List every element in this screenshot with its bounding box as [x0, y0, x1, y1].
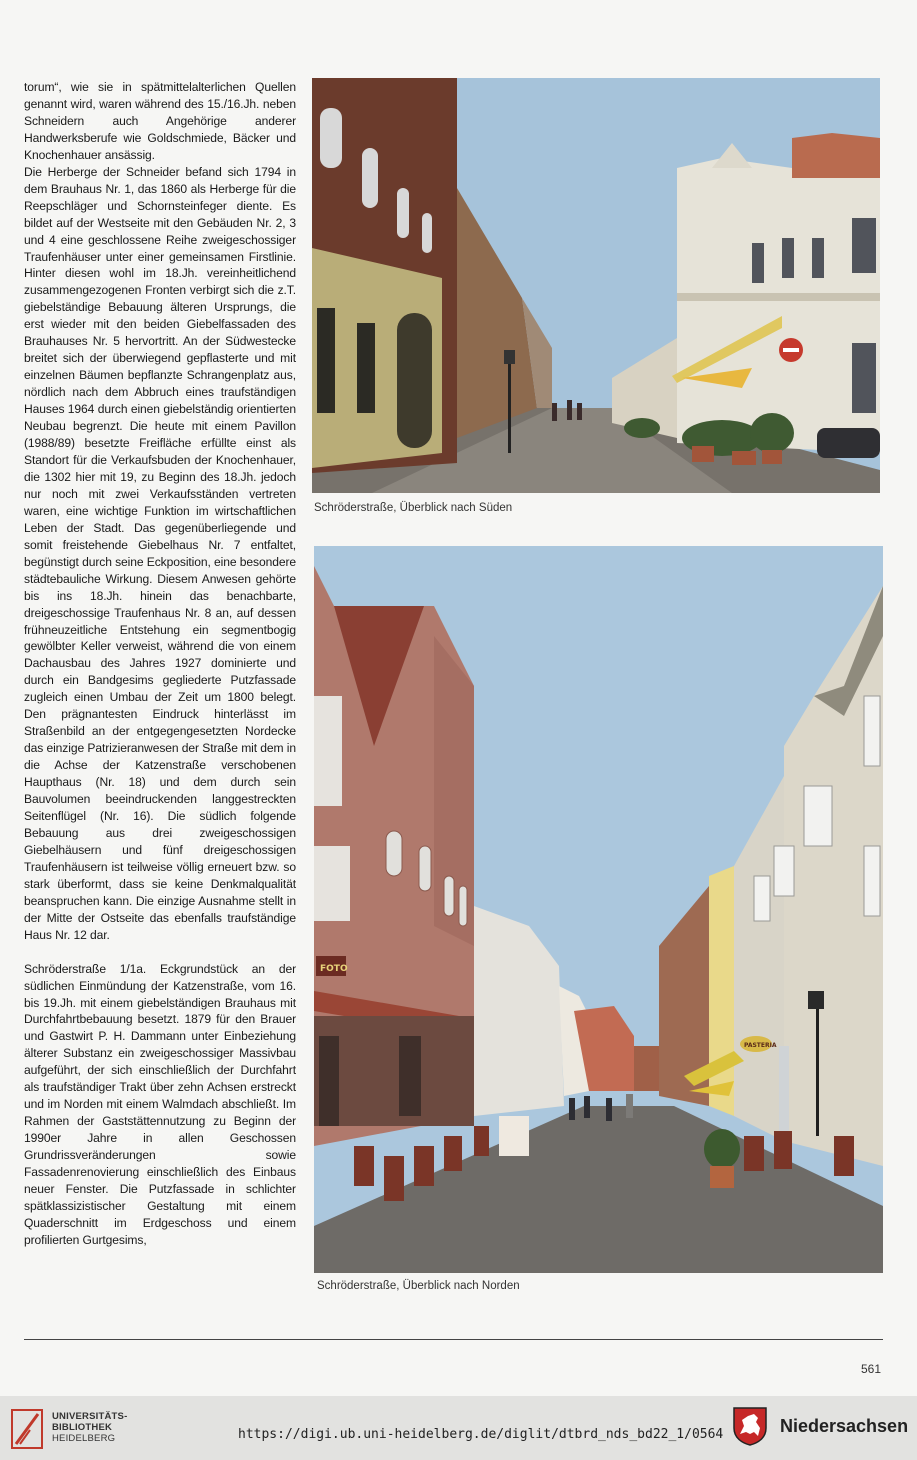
street-photo-north-illustration — [314, 546, 883, 1273]
paragraph-2: Die Herberge der Schneider befand sich 1794 in dem Brauhaus Nr. 1, das 1860 als Herberge für die Reepschläger und Schornsteinfeger diente. Es bildet auf der Westseite mit den Gebäuden Nr. 2, 3 und 4 eine geschlossene Reihe zweigeschossiger Traufenhäuser unter einer gemeinsamen Firstlinie. Hinter diesen wohl im 18.Jh. vereinheitlichend zusammengezogenen Fronten verbirgt sich die z.T. giebelständige Bebauung älteren Ursprungs, die erst wieder mit den beiden Giebelfassaden des Brauhauses Nr. 5 hervortritt. An der Südwestecke breitet sich der überwiegend gepflasterte und mit einzelnen Bäumen bepflanzte Schrangenplatz aus, nördlich nach dem Abbruch eines traufständigen Hauses 1964 durch einen giebelständig orientierten Neubau begrenzt. Die heute mit einem Pavillon (1988/89) besetzte Freifläche erfüllte einst als Standort für die Verkaufsbuden der Knochenhauer, die 1302 hier mit 19, zu Beginn des 18.Jh. jedoch nur noch mit zwei Verkaufsständen vertreten waren, eine wichtige Funktion im wirtschaftlichen Leben der Stadt. Das gegenüberliegende und somit freistehende Giebelhaus Nr. 7 entfaltet, begünstigt durch seine Eckposition, eine besondere städtebauliche Wirkung. Diesem Anwesen gehörte bis ins 18.Jh. hinein das benachbarte, dreigeschossige Traufenhaus Nr. 8 an, auf dessen frühneuzeitliche Entstehung ein segmentbogig gewölbter Keller verweist, während die von einem Dachausbau des Jahres 1927 dominierte und durch ein Bandgesims gegliederte Putzfassade zugleich einen Umbau der Zeit um 1800 belegt. Den prägnantesten Eindruck hinterlässt im Straßenbild an der entgegengesetzten Nordecke das einzige Patrizieranwesen der Straße mit dem in die Achse der Katzenstraße verschobenen Haupthaus (Nr. 18) und dem durch sein Bauvolumen beeindruckenden langgestreckten Seitenflügel (Nr. 16). Die südlich folgende Bebauung aus drei zweigeschossigen Giebelhäusern und fünf dreigeschossigen Traufenhäusern ist teilweise völlig erneuert bzw. so stark überformt, dass sie keine Denkmalqualität beanspruchen kann. Die einzige Ausnahme stellt in der Mitte der Ostseite das ebenfalls traufständige Haus Nr. 12 dar. — [24, 164, 296, 942]
library-line-3: HEIDELBERG — [52, 1433, 116, 1444]
library-line-2: BIBLIOTHEK — [52, 1422, 113, 1433]
partner-name: Niedersachsen — [780, 1416, 909, 1436]
footer-bar — [0, 1396, 917, 1460]
entry-text: Eckgrundstück an der südlichen Einmündung der Katzenstraße, vom 16. bis 19.Jh. mit einem giebelständigen Brauhaus mit Durchfahrtbebauung besetzt. 1879 für den Brauer und Gastwirt P. H. Dammann unter Einbeziehung älterer Substanz ein zweigeschossiger Massivbau aufgeführt, der sich einschließlich der Durchfahrt als traufständiger Trakt über zehn Achsen erstreckt und im Norden mit einem Walmdach abschließt. Im Rahmen der Gaststättennutzung zu Beginn der 1990er Jahre in allen Geschossen Grundrissveränderungen sowie Fassadenrenovierung einschließlich des Einbaus neuer Fenster. Die Putzfassade in schlichter spätklassizistischer Gestaltung mit einem Quaderschnitt im Erdgeschoss und einem profilierten Gurtgesims, — [24, 961, 297, 1247]
photo-schroederstrasse-south — [312, 78, 880, 493]
niedersachsen-horse-crest-icon[interactable] — [732, 1406, 768, 1446]
body-text-column — [24, 79, 296, 1249]
caption-north: Schröderstraße, Überblick nach Norden — [317, 1280, 520, 1292]
street-photo-south-illustration — [312, 78, 880, 493]
entry-heading: Schröderstraße 1/1a. — [24, 961, 147, 976]
page-number: 561 — [860, 1362, 881, 1376]
university-library-logo-icon[interactable] — [10, 1404, 44, 1452]
footer-rule — [24, 1339, 883, 1340]
shop-sign-foto-label: FOTO — [320, 964, 348, 974]
library-line-1: UNIVERSITÄTS- — [52, 1411, 128, 1422]
caption-south: Schröderstraße, Überblick nach Süden — [314, 502, 513, 514]
university-library-name — [52, 1411, 127, 1444]
permalink-url[interactable]: https://digi.ub.uni-heidelberg.de/diglit/dtbrd_nds_bd22_1/0564 — [238, 1427, 724, 1442]
paragraph-1: torum“, wie sie in spätmittelalterlichen Quellen genannt wird, waren während des 15./16.Jh. neben Schneidern auch Angehörige anderer Handwerksberufe wie Goldschmiede, Bäcker und Knochenhauer ansässig. — [24, 80, 296, 162]
photo-schroederstrasse-north — [314, 546, 883, 1273]
shop-sign-pasteria-label: PASTERIA — [744, 1042, 777, 1049]
paragraph-3 — [24, 961, 296, 1249]
